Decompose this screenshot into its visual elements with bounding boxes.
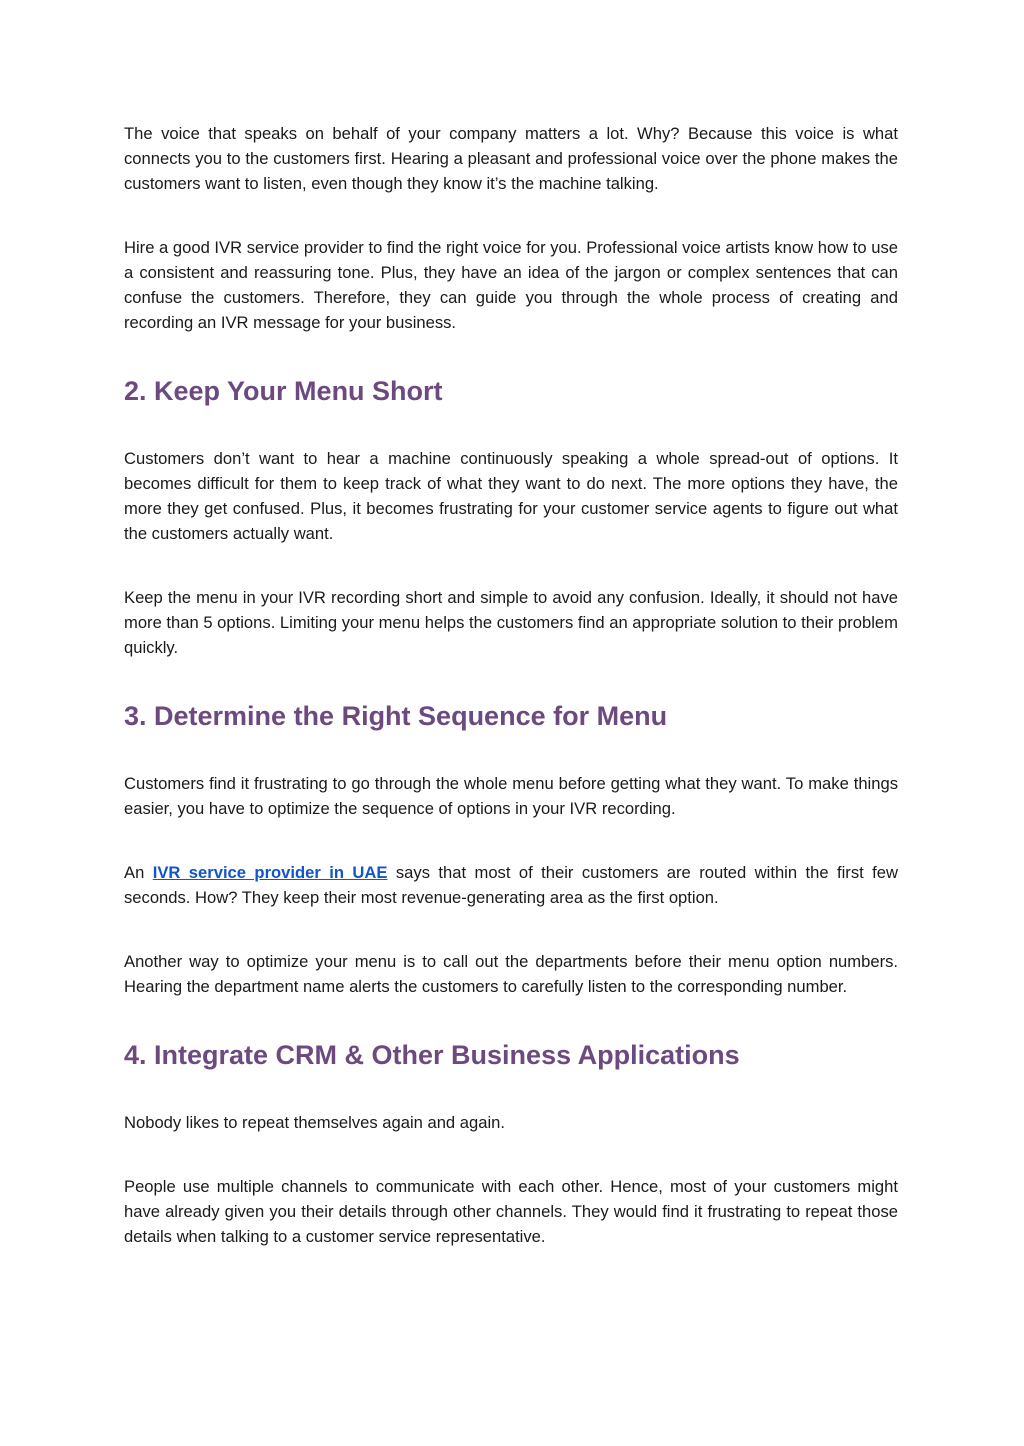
paragraph-nobody-repeat: Nobody likes to repeat themselves again and again.: [124, 1113, 505, 1132]
paragraph-hire-provider: Hire a good IVR service provider to find the right voice for you. Professional voice artists know how to use a consistent and reassuring tone. Plus, they have an idea of the jargon or complex sentences that can confuse the customers. Therefore, they can guide you through the whole process of creating and recording an IVR message for your business.: [124, 238, 898, 332]
heading-right-sequence: 3. Determine the Right Sequence for Menu: [124, 701, 668, 731]
paragraph-ivr-provider-uae: [124, 860, 898, 910]
paragraph-whole-menu: Customers find it frustrating to go through the whole menu before getting what they want. To make things easier, you have to optimize the sequence of options in your IVR recording.: [124, 774, 898, 818]
paragraph-suffix: says that most of their customers are routed within the first few seconds. How? They keep their most revenue-generating area as the first option.: [124, 863, 898, 907]
paragraph-departments: Another way to optimize your menu is to call out the departments before their menu option numbers. Hearing the department name alerts the customers to carefully listen to the corresponding number.: [124, 952, 898, 996]
paragraph-keep-menu-simple: Keep the menu in your IVR recording short and simple to avoid any confusion. Ideally, it should not have more than 5 options. Limiting your menu helps the customers find an appropriate solution to their problem quickly.: [124, 588, 898, 657]
heading-keep-menu-short: 2. Keep Your Menu Short: [124, 376, 443, 406]
paragraph-prefix: An: [124, 863, 153, 882]
paragraph-voice-matters: The voice that speaks on behalf of your company matters a lot. Why? Because this voice is what connects you to the customers first. Hearing a pleasant and professional voice over the phone makes the customers want to listen, even though they know it’s the machine talking.: [124, 124, 898, 193]
paragraph-customers-options: Customers don’t want to hear a machine continuously speaking a whole spread-out of options. It becomes difficult for them to keep track of what they want to do next. The more options they have, the more they get confused. Plus, it becomes frustrating for your customer service agents to figure out what the customers actually want.: [124, 449, 898, 543]
document-page: [124, 121, 898, 1288]
paragraph-multiple-channels: People use multiple channels to communicate with each other. Hence, most of your customers might have already given you their details through other channels. They would find it frustrating to repeat those details when talking to a customer service representative.: [124, 1177, 898, 1246]
ivr-provider-uae-link[interactable]: IVR service provider in UAE: [152, 863, 388, 882]
heading-integrate-crm: 4. Integrate CRM & Other Business Applications: [124, 1040, 740, 1070]
